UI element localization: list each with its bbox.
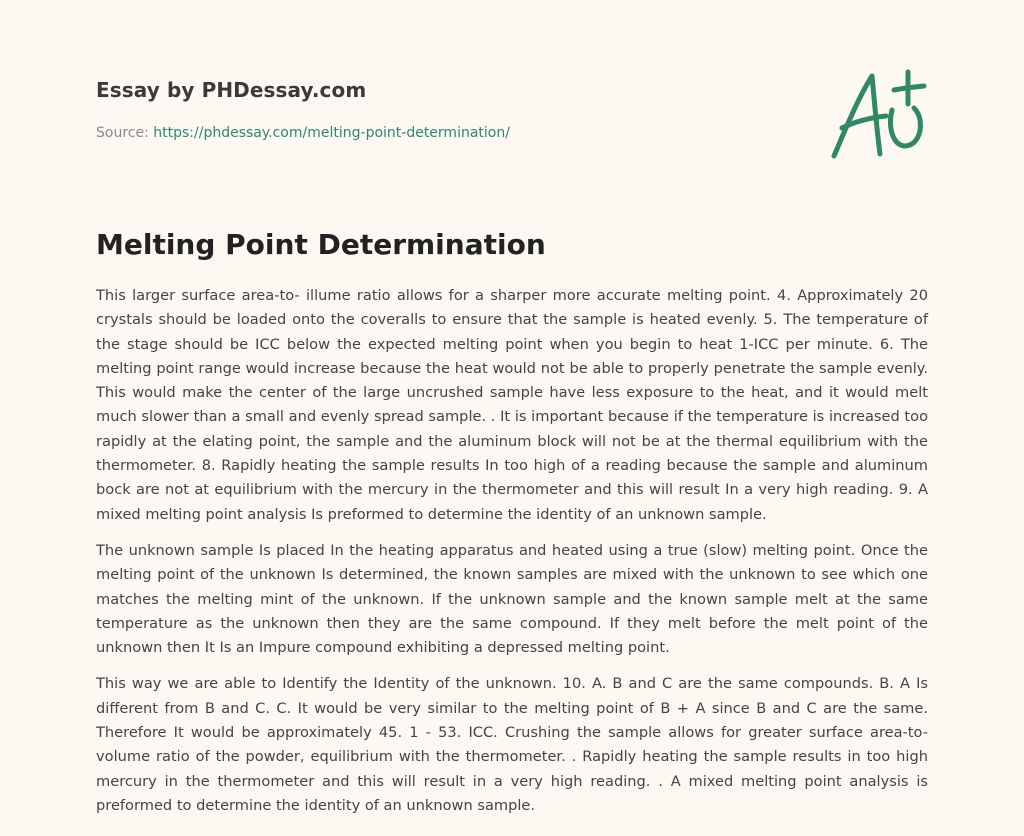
essay-paragraph: The unknown sample Is placed In the heating apparatus and heated using a true (slow) melting point. Once the melting point of the unknown Is determined, the known samples are mixed with the unknown to see which one matches the melting mint of the unknown. If the unknown sample and the known sample melt at the same temperature as the unknown then they are the same compound. If they melt before the melt point of the unknown then It Is an Impure compound exhibiting a depressed melting point. [96, 541, 928, 657]
essay-title: Melting Point Determination [96, 228, 546, 261]
source-label: Source: [96, 125, 149, 141]
a-plus-logo [828, 68, 928, 163]
page-header [96, 0, 928, 180]
source-link[interactable]: https://phdessay.com/melting-point-determination/ [153, 125, 510, 141]
essay-body [96, 284, 928, 830]
essay-paragraph: This larger surface area-to- illume ratio allows for a sharper more accurate melting point. 4. Approximately 20 crystals should be loaded onto the coveralls to ensure that the sample is heated evenly. 5. The temperature of the stage should be ICC below the expected melting point when you begin to heat 1-ICC per minute. 6. The melting point range would increase because the heat would not be able to properly penetrate the sample evenly. This would make the center of the large uncrushed sample have less exposure to the heat, and it would melt much slower than a small and evenly spread sample. . It is important because if the temperature is increased too rapidly at the elating point, the sample and the aluminum block will not be at the thermal equilibrium with the thermometer. 8. Rapidly heating the sample results In too high of a reading because the sample and aluminum bock are not at equilibrium with the mercury in the thermometer and this will result In a very high reading. 9. A mixed melting point analysis Is preformed to determine the identity of an unknown sample. [96, 287, 928, 523]
source-line [96, 125, 510, 141]
essay-paragraph: This way we are able to Identify the Identity of the unknown. 10. A. B and C are the same compounds. B. A Is different from B and C. C. It would be very similar to the melting point of B + A since B and C are the same. Therefore It would be approximately 45. 1 - 53. ICC. Crushing the sample allows for greater surface area-to-volume ratio of the powder, equilibrium with the thermometer. . Rapidly heating the sample results in too high mercury in the thermometer and this will result in a very high reading. . A mixed melting point analysis is preformed to determine the identity of an unknown sample. [96, 675, 928, 814]
site-brand: Essay by PHDessay.com [96, 78, 367, 102]
